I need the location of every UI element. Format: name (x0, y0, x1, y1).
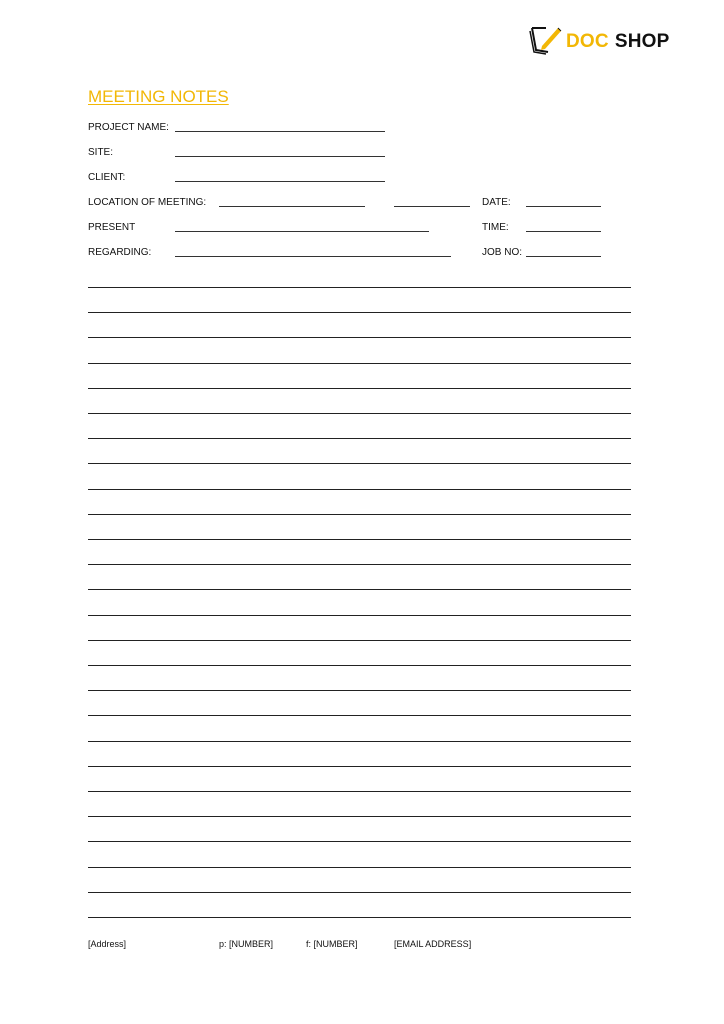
client-label: CLIENT: (88, 172, 126, 183)
time-label: TIME: (482, 222, 509, 233)
notes-line[interactable] (88, 489, 631, 490)
notes-line[interactable] (88, 337, 631, 338)
date-label: DATE: (482, 197, 511, 208)
page-title: MEETING NOTES (88, 87, 229, 106)
notes-line[interactable] (88, 589, 631, 590)
notes-line[interactable] (88, 312, 631, 313)
footer-phone: p: [NUMBER] (219, 939, 274, 949)
location-field-extra[interactable] (394, 206, 470, 207)
notes-line[interactable] (88, 640, 631, 641)
regarding-label: REGARDING: (88, 247, 152, 258)
location-label: LOCATION OF MEETING: (88, 197, 207, 208)
notes-line[interactable] (88, 741, 631, 742)
notes-line[interactable] (88, 413, 631, 414)
client-field[interactable] (175, 181, 385, 182)
site-label: SITE: (88, 147, 114, 158)
notes-line[interactable] (88, 841, 631, 842)
job-no-field[interactable] (526, 256, 601, 257)
notes-line[interactable] (88, 665, 631, 666)
notes-line[interactable] (88, 615, 631, 616)
notes-line[interactable] (88, 287, 631, 288)
site-field[interactable] (175, 156, 385, 157)
project-name-field[interactable] (175, 131, 385, 132)
notes-line[interactable] (88, 388, 631, 389)
notes-line[interactable] (88, 690, 631, 691)
notes-line[interactable] (88, 791, 631, 792)
regarding-field[interactable] (175, 256, 451, 257)
location-field[interactable] (219, 206, 365, 207)
notes-line[interactable] (88, 438, 631, 439)
present-label: PRESENT (88, 222, 136, 233)
notes-line[interactable] (88, 766, 631, 767)
brand-name-doc: DOC (566, 30, 609, 52)
notes-line[interactable] (88, 514, 631, 515)
notes-line[interactable] (88, 363, 631, 364)
notes-line[interactable] (88, 892, 631, 893)
project-name-label: PROJECT NAME: (88, 122, 169, 133)
job-no-label: JOB NO: (482, 247, 523, 258)
time-field[interactable] (526, 231, 601, 232)
brand-name-shop: SHOP (614, 30, 670, 52)
notes-line[interactable] (88, 539, 631, 540)
date-field[interactable] (526, 206, 601, 207)
notes-line[interactable] (88, 917, 631, 918)
doc-shop-logo (528, 22, 669, 61)
notes-line[interactable] (88, 816, 631, 817)
footer-address: [Address] (88, 939, 127, 949)
notes-line[interactable] (88, 867, 631, 868)
footer-email: [EMAIL ADDRESS] (394, 939, 472, 949)
document-pencil-icon (528, 22, 564, 61)
present-field[interactable] (175, 231, 429, 232)
notes-line[interactable] (88, 463, 631, 464)
footer-fax: f: [NUMBER] (306, 939, 358, 949)
notes-line[interactable] (88, 564, 631, 565)
notes-line[interactable] (88, 715, 631, 716)
